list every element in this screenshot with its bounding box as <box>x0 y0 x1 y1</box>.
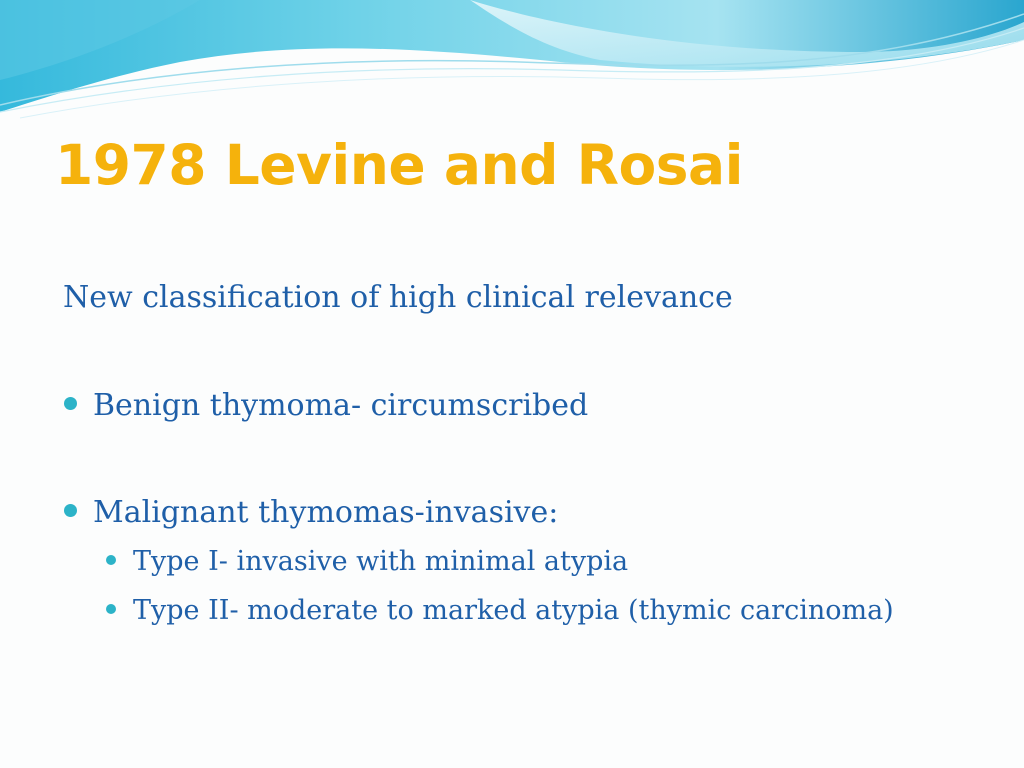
bullet-item <box>64 386 588 426</box>
bullet-dot-icon <box>64 397 77 410</box>
bullet-item <box>64 493 558 533</box>
bullet-dot-icon <box>106 604 116 614</box>
sub-bullet-item <box>106 593 894 629</box>
bullet-text: Benign thymoma- circumscribed <box>93 388 589 423</box>
wave-header-decoration <box>0 0 1024 120</box>
slide-title: 1978 Levine and Rosai <box>55 133 744 197</box>
intro-text: New classification of high clinical relevance <box>63 280 733 315</box>
bullet-text: Malignant thymomas-invasive: <box>93 495 559 530</box>
sub-bullet-text: Type II- moderate to marked atypia (thymic carcinoma) <box>133 595 894 626</box>
bullet-dot-icon <box>106 555 116 565</box>
bullet-dot-icon <box>64 504 77 517</box>
sub-bullet-item <box>106 544 628 580</box>
sub-bullet-text: Type I- invasive with minimal atypia <box>133 546 629 577</box>
